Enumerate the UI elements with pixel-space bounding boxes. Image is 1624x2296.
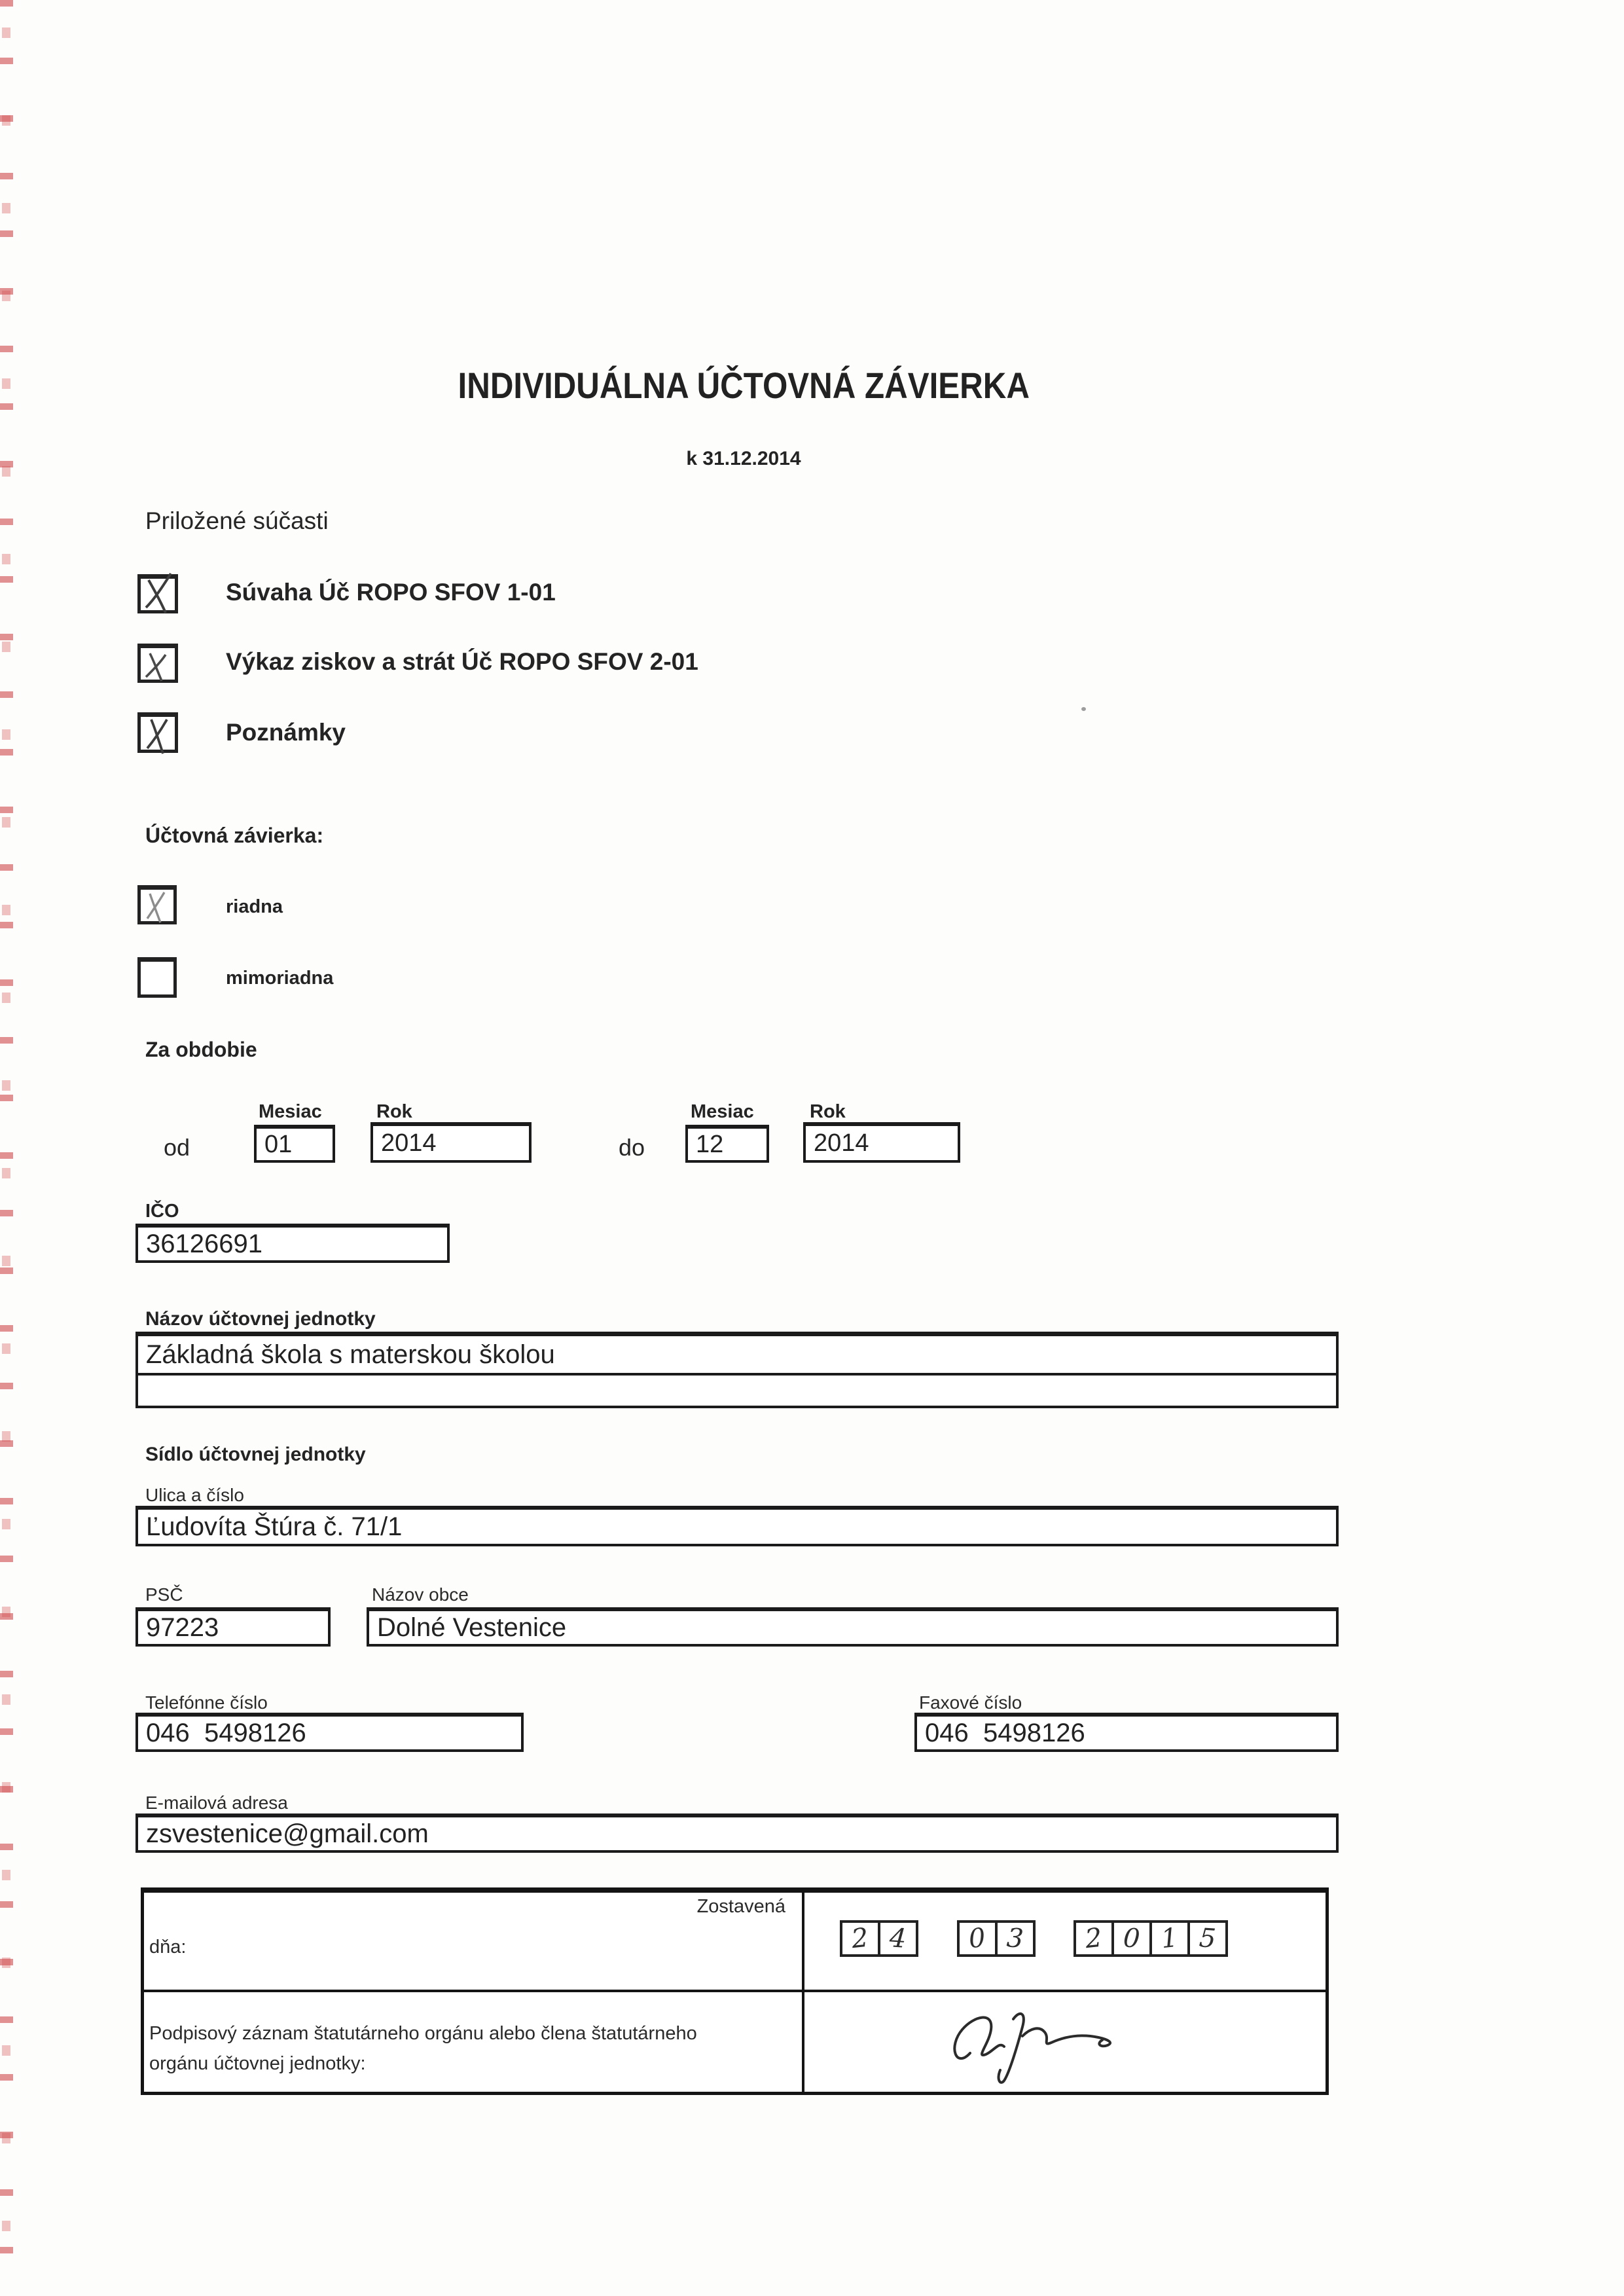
fax-label: Faxové číslo bbox=[919, 1692, 1022, 1713]
date-digit-cell bbox=[1149, 1920, 1190, 1957]
table-vertical-divider bbox=[802, 1893, 804, 2092]
year-label: Rok bbox=[376, 1101, 412, 1122]
closing-type-heading: Účtovná závierka: bbox=[145, 824, 324, 847]
date-digit: 4 bbox=[888, 1923, 908, 1954]
date-digit-cell bbox=[957, 1920, 998, 1957]
date-digit-cell bbox=[878, 1920, 918, 1957]
from-year-value: 2014 bbox=[381, 1129, 437, 1157]
entity-name-row1 bbox=[138, 1336, 1336, 1376]
option-riadna-label: riadna bbox=[226, 896, 283, 917]
city-label: Názov obce bbox=[372, 1584, 469, 1605]
from-month-field bbox=[254, 1125, 335, 1163]
attachment-label: Poznámky bbox=[226, 719, 346, 746]
to-month-value: 12 bbox=[696, 1130, 724, 1158]
entity-name-field bbox=[135, 1332, 1339, 1408]
signature-label-line2: orgánu účtovnej jednotky: bbox=[149, 2053, 366, 2074]
checkmark-x-icon bbox=[141, 648, 175, 680]
attachments-heading: Priložené súčasti bbox=[145, 507, 329, 534]
option-mimoriadna-label: mimoriadna bbox=[226, 968, 334, 989]
date-label: dňa: bbox=[149, 1937, 187, 1958]
year-label: Rok bbox=[810, 1101, 846, 1122]
email-label: E-mailová adresa bbox=[145, 1793, 288, 1813]
email-field bbox=[135, 1813, 1339, 1853]
checkmark-x-icon bbox=[141, 717, 175, 750]
date-digit-cell bbox=[1074, 1920, 1114, 1957]
period-heading: Za obdobie bbox=[145, 1038, 257, 1061]
ico-value: 36126691 bbox=[146, 1229, 262, 1258]
street-field bbox=[135, 1506, 1339, 1546]
city-field bbox=[367, 1607, 1339, 1647]
date-digit: 5 bbox=[1198, 1923, 1218, 1954]
fax-value: 046 5498126 bbox=[925, 1718, 1085, 1747]
page-title: INDIVIDUÁLNA ÚČTOVNÁ ZÁVIERKA bbox=[458, 365, 1030, 406]
zip-value: 97223 bbox=[146, 1613, 219, 1642]
month-label: Mesiac bbox=[259, 1101, 322, 1122]
entity-name-row2 bbox=[138, 1376, 1336, 1406]
date-digit: 1 bbox=[1159, 1922, 1180, 1955]
seat-heading: Sídlo účtovnej jednotky bbox=[145, 1444, 366, 1465]
attachment-label: Výkaz ziskov a strát Úč ROPO SFOV 2-01 bbox=[226, 648, 698, 675]
ink-speck bbox=[1081, 707, 1086, 711]
email-value: zsvestenice@gmail.com bbox=[146, 1819, 429, 1848]
city-value: Dolné Vestenice bbox=[377, 1613, 567, 1642]
date-digit-cell bbox=[1187, 1920, 1228, 1957]
date-digit: 0 bbox=[967, 1922, 988, 1955]
date-digit-cell bbox=[995, 1920, 1036, 1957]
date-digit: 3 bbox=[1005, 1923, 1025, 1954]
phone-field bbox=[135, 1713, 524, 1752]
fax-field bbox=[914, 1713, 1339, 1752]
compiled-label: Zostavená bbox=[696, 1896, 785, 1917]
ico-label: IČO bbox=[145, 1201, 179, 1222]
table-row-divider bbox=[144, 1990, 1326, 1992]
checkbox-poznamky bbox=[137, 712, 178, 753]
entity-name-label: Názov účtovnej jednotky bbox=[145, 1308, 376, 1330]
signature bbox=[936, 1995, 1191, 2087]
zip-field bbox=[135, 1607, 331, 1647]
phone-label: Telefónne číslo bbox=[145, 1692, 268, 1713]
date-digit: 0 bbox=[1122, 1923, 1142, 1954]
ico-field bbox=[135, 1224, 450, 1263]
checkbox-riadna bbox=[137, 885, 177, 924]
attachment-label: Súvaha Úč ROPO SFOV 1-01 bbox=[226, 579, 556, 606]
checkbox-vykaz bbox=[137, 644, 178, 683]
checkmark-x-icon bbox=[141, 890, 173, 921]
to-label: do bbox=[619, 1134, 645, 1161]
zip-label: PSČ bbox=[145, 1584, 183, 1605]
from-label: od bbox=[164, 1134, 190, 1161]
entity-name-value: Základná škola s materskou školou bbox=[146, 1339, 555, 1369]
signature-label-line1: Podpisový záznam štatutárneho orgánu alebo člena štatutárneho bbox=[149, 2023, 697, 2044]
from-month-value: 01 bbox=[264, 1130, 293, 1158]
to-year-field bbox=[803, 1122, 960, 1163]
date-digit-cell bbox=[1111, 1920, 1152, 1957]
phone-value: 046 5498126 bbox=[146, 1718, 306, 1747]
street-value: Ľudovíta Štúra č. 71/1 bbox=[146, 1512, 403, 1541]
date-digit-cell bbox=[840, 1920, 880, 1957]
street-label: Ulica a číslo bbox=[145, 1485, 244, 1505]
to-year-value: 2014 bbox=[814, 1129, 869, 1157]
checkbox-suvaha bbox=[137, 574, 178, 613]
to-month-field bbox=[685, 1125, 769, 1163]
checkmark-x-icon bbox=[141, 579, 175, 610]
from-year-field bbox=[370, 1122, 532, 1163]
date-day-boxes bbox=[840, 1920, 918, 1957]
date-digit: 2 bbox=[850, 1922, 871, 1955]
date-digit: 2 bbox=[1083, 1922, 1104, 1955]
month-label: Mesiac bbox=[691, 1101, 754, 1122]
date-year-boxes bbox=[1074, 1920, 1228, 1957]
date-month-boxes bbox=[957, 1920, 1036, 1957]
page-subtitle: k 31.12.2014 bbox=[686, 448, 801, 469]
checkbox-mimoriadna bbox=[137, 957, 177, 998]
